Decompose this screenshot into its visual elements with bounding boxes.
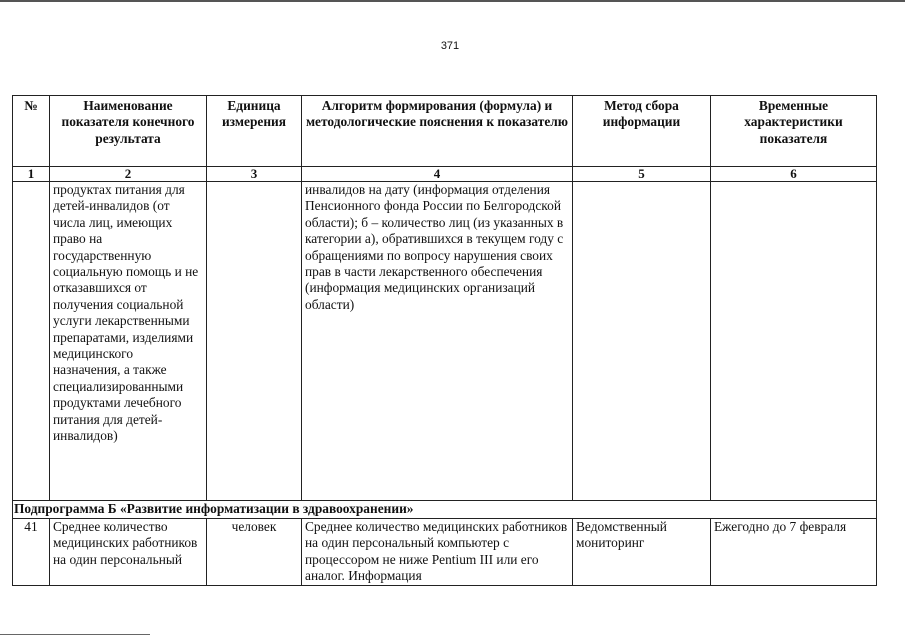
row-number-cell: 41 (13, 519, 50, 586)
algorithm-cell: инвалидов на дату (информация отделения Пенсионного фонда России по Белгородской области); б – количество лиц (из указанных в категории а), обратившихся в текущем году с обращениями по вопросу нарушения своих прав в части лекарственного обеспечения (информация медицинских организаций области) (302, 182, 573, 501)
header-unit: Единица измерения (207, 96, 302, 167)
timing-cell (711, 182, 877, 501)
column-number: 3 (207, 167, 302, 182)
unit-cell: человек (207, 519, 302, 586)
top-edge-rule (0, 0, 905, 2)
header-collection-method: Метод сбора информации (573, 96, 711, 167)
algorithm-cell: Среднее количество медицинских работников на один персональный компьютер с процессором не ниже Pentium III или его аналог. Информация (302, 519, 573, 586)
method-cell (573, 182, 711, 501)
method-cell: Ведомственный мониторинг (573, 519, 711, 586)
page-number: 371 (440, 40, 460, 52)
table-header-row (13, 96, 877, 167)
section-row (13, 501, 877, 519)
indicator-name-cell: продуктах питания для детей-инвалидов (от числа лиц, имеющих право на государственную социальную помощь и не отказавшихся от получения социальной услуги лекарственными препаратами, изделиями медицинского назначения, а также специализированными продуктами лечебного питания для детей-инвалидов) (50, 182, 207, 501)
row-number-cell (13, 182, 50, 501)
table-row (13, 182, 877, 501)
column-number: 6 (711, 167, 877, 182)
table-row (13, 519, 877, 586)
footnote-rule (0, 634, 150, 635)
column-number-row (13, 167, 877, 182)
column-number: 5 (573, 167, 711, 182)
column-number: 1 (13, 167, 50, 182)
header-algorithm: Алгоритм формирования (формула) и методологические пояснения к показателю (302, 96, 573, 167)
section-title: Подпрограмма Б «Развитие информатизации в здравоохранении» (13, 501, 877, 519)
indicators-table (12, 95, 877, 586)
column-number: 4 (302, 167, 573, 182)
header-number: № (13, 96, 50, 167)
header-time-characteristics: Временные характеристики показателя (711, 96, 877, 167)
header-indicator-name: Наименование показателя конечного результата (50, 96, 207, 167)
indicator-name-cell: Среднее количество медицинских работников на один персональный (50, 519, 207, 586)
column-number: 2 (50, 167, 207, 182)
unit-cell (207, 182, 302, 501)
timing-cell: Ежегодно до 7 февраля (711, 519, 877, 586)
